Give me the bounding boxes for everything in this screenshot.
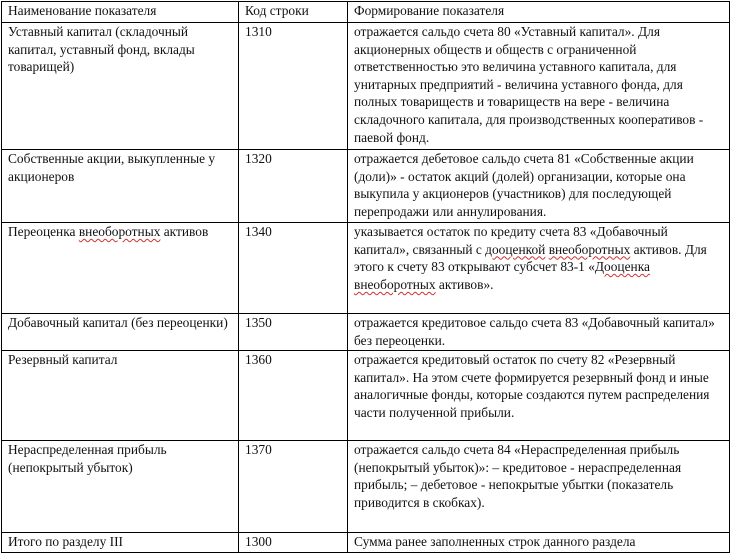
table-row bbox=[2, 223, 730, 314]
table-row bbox=[2, 351, 730, 441]
table-row bbox=[2, 441, 730, 533]
row-formation-cell bbox=[348, 223, 730, 314]
row-formation-cell: отражается кредитовое сальдо счета 83 «Добавочный капитал» без переоценки. bbox=[348, 314, 730, 351]
header-indicator-formation: Формирование показателя bbox=[348, 2, 730, 23]
indicators-table bbox=[1, 1, 730, 553]
row-code-cell: 1320 bbox=[239, 150, 348, 223]
row-name-cell: Резервный капитал bbox=[2, 351, 239, 441]
spellcheck-word: дооценкой bbox=[485, 241, 546, 257]
row-formation-cell: Сумма ранее заполненных строк данного раздела bbox=[348, 533, 730, 553]
table-row bbox=[2, 150, 730, 223]
row-name-cell: Итого по разделу III bbox=[2, 533, 239, 553]
table-header-row bbox=[2, 2, 730, 23]
row-code-cell: 1310 bbox=[239, 23, 348, 150]
row-name-cell: Уставный капитал (складочный капитал, уставный фонд, вклады товарищей) bbox=[2, 23, 239, 150]
row-name-cell: Нераспределенная прибыль (непокрытый убыток) bbox=[2, 441, 239, 533]
formation-text: указывается остаток по кредиту счета 83 «Добавочный капитал», связанный с bbox=[354, 224, 668, 257]
header-indicator-name: Наименование показателя bbox=[2, 2, 239, 23]
row-name-cell: Добавочный капитал (без переоценки) bbox=[2, 314, 239, 351]
row-formation-cell: отражается дебетовое сальдо счета 81 «Собственные акции (доли)» - остаток акций (долей) организации, которые она выкупила у акционеров (участников) для последующей перепродажи или аннулирования. bbox=[348, 150, 730, 223]
row-code-cell: 1340 bbox=[239, 223, 348, 314]
row-code-cell: 1350 bbox=[239, 314, 348, 351]
row-code-cell: 1300 bbox=[239, 533, 348, 553]
spellcheck-word: внеоборотных bbox=[78, 224, 161, 239]
formation-text: активов». bbox=[435, 276, 494, 292]
header-line-code: Код строки bbox=[239, 2, 348, 23]
row-name-cell bbox=[2, 223, 239, 314]
table-row bbox=[2, 314, 730, 351]
row-code-cell: 1360 bbox=[239, 351, 348, 441]
name-text: Переоценка bbox=[8, 224, 79, 239]
row-formation-cell: отражается кредитовый остаток по счету 82 «Резервный капитал». На этом счете формируется резервный фонд и иные аналогичные фонды, которые создаются путем распределения части полученной прибыли. bbox=[348, 351, 730, 441]
table-row bbox=[2, 23, 730, 150]
row-name-cell: Собственные акции, выкупленные у акционеров bbox=[2, 150, 239, 223]
row-code-cell: 1370 bbox=[239, 441, 348, 533]
row-formation-cell: отражается сальдо счета 80 «Уставный капитал». Для акционерных обществ и обществ с ограниченной ответственностью это величина уставного капитала, для унитарных предприятий - величина уставного фонда, для полных товариществ и товариществ на вере - величина складочного капитала, для производственных кооперативов - паевой фонд. bbox=[348, 23, 730, 150]
formation-text: активов. Для этого к счету 83 открывают субсчет 83-1 « bbox=[354, 241, 707, 275]
table-row bbox=[2, 533, 730, 553]
spellcheck-word: внеоборотных bbox=[354, 276, 436, 292]
spellcheck-word: Дооценка bbox=[594, 259, 650, 275]
spellcheck-word: внеоборотных bbox=[548, 241, 631, 257]
row-formation-cell: отражается сальдо счета 84 «Нераспределенная прибыль (непокрытый убыток)»: – кредитовое - нераспределенная прибыль; – дебетовое - непокрытые убытки (показатель приводится в скобках). bbox=[348, 441, 730, 533]
name-text: активов bbox=[160, 224, 209, 239]
